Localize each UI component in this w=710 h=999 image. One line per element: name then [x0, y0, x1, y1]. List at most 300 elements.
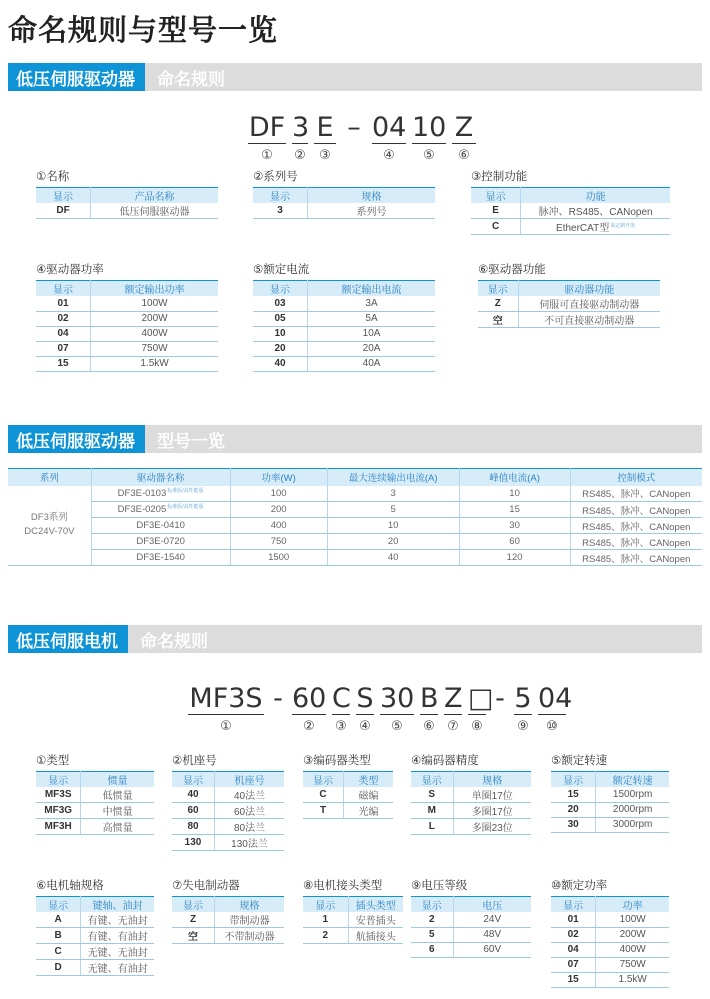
cell-text: 100W — [619, 913, 646, 925]
cell-text: 空 — [492, 316, 503, 327]
table-header: 产品名称 — [91, 188, 218, 204]
table-header: 显示 — [36, 897, 81, 913]
model-name-text: DF3E-0205 — [117, 504, 167, 516]
table-row — [551, 912, 669, 927]
table-header: 额定输出电流 — [308, 281, 435, 297]
model-name — [91, 518, 230, 534]
code-char: 10 — [412, 112, 447, 143]
code-segment — [377, 683, 417, 734]
cell-text: DF — [56, 205, 70, 216]
section-tail: 命名规则 — [157, 69, 225, 90]
model-power: 1500 — [230, 550, 327, 566]
cell-text: 03 — [274, 297, 286, 309]
table-header: 惯量 — [81, 772, 154, 788]
table-cell — [253, 356, 308, 371]
table-row — [551, 942, 669, 957]
table-header: 键轴、油封 — [81, 897, 154, 913]
cell-text: 20A — [362, 343, 381, 354]
code-char: 04 — [372, 112, 407, 143]
table-cell — [471, 203, 521, 219]
model-mode: RS485、脉冲、CANopen — [570, 518, 702, 534]
table-cell — [551, 942, 596, 957]
model-peak: 60 — [459, 534, 570, 550]
table-caption: ⑥驱动器功能 — [478, 262, 546, 276]
cell-text: 多圈23位 — [471, 823, 513, 834]
table-row — [36, 296, 218, 311]
cell-text: 3000rpm — [612, 819, 653, 830]
page-title: 命名规则与型号一览 — [8, 13, 279, 47]
code-index: ⑨ — [517, 718, 529, 733]
table-cell — [81, 944, 154, 960]
cell-text: 48V — [483, 929, 502, 940]
table-header: 类型 — [344, 772, 394, 788]
table-cell — [453, 927, 531, 942]
cell-text: 750W — [619, 959, 646, 970]
code-index: ① — [261, 147, 273, 162]
cell-text: 高惯量 — [102, 823, 133, 834]
cell-text: S — [428, 789, 436, 800]
model-peak: 30 — [459, 518, 570, 534]
cell-text: 04 — [57, 328, 69, 339]
table-cell — [551, 972, 596, 987]
code-index: ⑥ — [423, 718, 435, 733]
model-name — [91, 502, 230, 518]
table-cell — [471, 219, 521, 235]
cell-text: T — [319, 805, 327, 816]
table-motor-shaft — [36, 877, 154, 976]
table-header: 显示 — [36, 281, 91, 297]
table-cell — [551, 787, 596, 802]
cell-text: 10 — [274, 328, 286, 339]
code-segment — [409, 112, 449, 163]
table-motor-power — [551, 877, 669, 988]
table-cell — [36, 296, 91, 311]
code-segment — [339, 112, 369, 163]
table-cell — [411, 787, 453, 803]
table-cell — [411, 912, 453, 927]
code-char: DF — [248, 112, 286, 143]
section-tail: 命名规则 — [140, 631, 208, 652]
table-cell — [172, 912, 215, 928]
table-motor-type — [36, 752, 154, 835]
table-cell — [551, 817, 596, 832]
table-cell — [81, 960, 154, 976]
cell-text: 安普插头 — [355, 916, 396, 927]
code-segment — [329, 683, 353, 734]
table-cell — [596, 787, 669, 802]
table-motor-brake — [172, 877, 284, 944]
table-cell — [253, 296, 308, 311]
cell-text: MF3H — [44, 821, 72, 832]
cell-text: 02 — [57, 313, 69, 324]
table-row — [253, 203, 435, 219]
table-header: 电压 — [453, 897, 531, 913]
table-row — [253, 296, 435, 311]
model-current: 3 — [327, 486, 459, 502]
table-cell — [172, 787, 215, 803]
cell-text: 光编 — [358, 807, 379, 818]
cell-text: 3A — [365, 297, 378, 309]
table-cell — [253, 203, 308, 219]
section-lead: 低压伺服驱动器 — [8, 63, 145, 91]
cell-text: 伺服可直接驱动制动器 — [539, 300, 640, 311]
cell-text: C — [54, 946, 62, 957]
code-index: ④ — [383, 147, 395, 162]
table-cell — [411, 819, 453, 835]
table-cell — [81, 928, 154, 944]
table-row — [8, 518, 702, 534]
table-header: 机座号 — [215, 772, 284, 788]
model-peak: 10 — [459, 486, 570, 502]
table-caption: ⑦失电制动器 — [172, 878, 240, 892]
table-caption: ⑥电机轴规格 — [36, 878, 104, 892]
model-current: 20 — [327, 534, 459, 550]
cell-text: 01 — [57, 297, 69, 309]
table-cell — [411, 942, 453, 957]
cell-text: M — [427, 805, 436, 816]
cell-text: 20 — [274, 343, 286, 354]
table-row — [36, 944, 154, 960]
cell-text: 2 — [322, 930, 329, 941]
model-power: 750 — [230, 534, 327, 550]
model-name-text: DF3E-0410 — [136, 520, 185, 531]
cell-text: 1 — [322, 914, 329, 925]
cell-text: 不可直接驱动制动器 — [544, 316, 635, 327]
table-cell — [596, 972, 669, 987]
table-header: 额定输出功率 — [91, 281, 218, 297]
cell-text: 空 — [188, 932, 199, 943]
table-row — [411, 912, 531, 927]
table-cell — [551, 912, 596, 927]
table-cell — [453, 803, 531, 819]
cell-text: 5A — [365, 313, 378, 324]
table-row — [253, 356, 435, 371]
table-row — [411, 942, 531, 957]
cell-text: 无键、无油封 — [87, 948, 148, 959]
table-cell — [215, 835, 284, 851]
table-header: 显示 — [253, 281, 308, 297]
table-caption: ⑩额定功率 — [551, 878, 608, 892]
cell-text: 中惯量 — [102, 807, 133, 818]
cell-text: 130 — [184, 837, 202, 848]
model-current: 40 — [327, 550, 459, 566]
code-segment — [369, 112, 409, 163]
table-driver-control — [471, 168, 670, 235]
table-row — [36, 928, 154, 944]
table-cell — [36, 326, 91, 341]
section-tail: 型号一览 — [157, 431, 225, 452]
model-power: 100 — [230, 486, 327, 502]
table-driver-name — [36, 168, 218, 219]
table-motor-precision — [411, 752, 531, 835]
table-header: 显示 — [172, 772, 215, 788]
table-header: 插头类型 — [348, 897, 403, 913]
cell-text: 有键、有油封 — [87, 932, 148, 943]
table-cell — [36, 944, 81, 960]
table-caption: ⑤额定电流 — [253, 262, 310, 276]
model-name-text: DF3E-0720 — [136, 536, 185, 547]
table-cell — [36, 803, 81, 819]
table-cell — [348, 928, 403, 944]
table-cell — [36, 928, 81, 944]
code-segment — [267, 683, 289, 734]
table-motor-speed — [551, 752, 669, 833]
table-header: 功能 — [521, 188, 670, 204]
table-header: 显示 — [253, 188, 308, 204]
table-cell — [172, 803, 215, 819]
cell-text: 无键、有油封 — [87, 964, 148, 975]
cell-text: 80法兰 — [233, 823, 266, 834]
table-row — [172, 787, 284, 803]
table-row — [8, 550, 702, 566]
table-cell — [172, 928, 215, 944]
table-cell — [215, 819, 284, 835]
table-caption: ④编码器精度 — [411, 753, 479, 767]
table-caption: ④驱动器功率 — [36, 262, 104, 276]
code-char: 5 — [514, 683, 532, 714]
code-segment — [417, 683, 441, 734]
table-row — [172, 803, 284, 819]
table-header: 额定转速 — [596, 772, 669, 788]
code-segment — [441, 683, 465, 734]
table-cell — [551, 927, 596, 942]
code-char: 30 — [380, 683, 415, 714]
table-header: 功率 — [596, 897, 669, 913]
cell-note: 需定制开发 — [610, 222, 636, 229]
cell-text: 带制动器 — [229, 916, 270, 927]
table-cell — [518, 312, 660, 328]
table-row — [411, 787, 531, 803]
code-char: 60 — [292, 683, 327, 714]
cell-text: 6 — [428, 944, 435, 955]
table-row — [303, 928, 403, 944]
table-row — [551, 957, 669, 972]
table-row — [551, 802, 669, 817]
cell-text: D — [54, 962, 62, 973]
cell-text: 低惯量 — [102, 791, 133, 802]
table-motor-frame — [172, 752, 284, 851]
cell-text: 60V — [483, 944, 502, 955]
cell-text: 1.5kW — [140, 358, 169, 369]
model-note: 标准版/高性能版 — [167, 488, 204, 495]
cell-text: 15 — [57, 358, 69, 369]
table-header: 显示 — [551, 772, 596, 788]
table-cell — [518, 296, 660, 312]
table-header: 显示 — [471, 188, 521, 204]
cell-text: MF3S — [44, 789, 72, 800]
model-name-text: DF3E-1540 — [136, 552, 185, 563]
table-cell — [36, 311, 91, 326]
cell-text: EtherCAT型 — [556, 223, 610, 234]
cell-text: 07 — [57, 343, 69, 354]
driver-code-diagram — [245, 112, 479, 163]
code-segment — [489, 683, 511, 734]
code-index: ⑩ — [546, 718, 558, 733]
model-mode: RS485、脉冲、CANopen — [570, 550, 702, 566]
table-row — [478, 296, 660, 312]
table-row — [253, 326, 435, 341]
table-row — [411, 803, 531, 819]
cell-text: 磁编 — [358, 791, 379, 802]
model-name — [91, 486, 230, 502]
cell-text: 130法兰 — [231, 839, 268, 850]
table-header: 显示 — [411, 897, 453, 913]
code-index: ⑦ — [447, 718, 459, 733]
table-motor-encoder — [303, 752, 393, 819]
code-segment — [245, 112, 289, 163]
cell-text: 200W — [141, 313, 168, 324]
cell-text: 5 — [428, 929, 435, 940]
table-row — [36, 787, 154, 803]
table-row — [36, 203, 218, 219]
cell-text: 07 — [567, 959, 579, 970]
table-row — [551, 927, 669, 942]
code-char: E — [314, 112, 336, 144]
cell-text: 60法兰 — [233, 807, 266, 818]
table-cell — [91, 356, 218, 371]
table-cell — [596, 802, 669, 817]
table-cell — [303, 928, 348, 944]
table-cell — [303, 803, 344, 819]
cell-text: B — [54, 930, 62, 941]
model-power: 400 — [230, 518, 327, 534]
table-row — [36, 311, 218, 326]
table-row — [8, 502, 702, 518]
code-index: ⑥ — [458, 147, 470, 162]
cell-text: Z — [189, 914, 197, 925]
table-cell — [215, 787, 284, 803]
table-row — [36, 960, 154, 976]
section-driver-naming — [8, 63, 702, 91]
table-cell — [215, 912, 284, 928]
table-header: 规格 — [215, 897, 284, 913]
cell-text: 2 — [428, 913, 435, 925]
cell-text: 3 — [277, 205, 283, 216]
table-cell — [478, 296, 518, 312]
code-index: ⑤ — [423, 147, 435, 162]
cell-text: E — [492, 205, 499, 216]
section-motor-naming — [8, 625, 702, 653]
code-segment — [511, 683, 535, 734]
table-cell — [303, 787, 344, 803]
table-row — [36, 819, 154, 835]
table-header: 显示 — [172, 897, 215, 913]
table-row — [253, 341, 435, 356]
table-cell — [81, 803, 154, 819]
code-char: - — [273, 683, 283, 714]
list-header: 驱动器名称 — [91, 469, 230, 486]
code-segment — [465, 683, 494, 734]
table-cell — [308, 341, 435, 356]
code-segment — [289, 112, 311, 163]
table-row — [172, 912, 284, 928]
table-row — [411, 927, 531, 942]
table-cell — [172, 819, 215, 835]
table-driver-function — [478, 261, 660, 328]
cell-text: 15 — [567, 974, 579, 985]
model-name-text: DF3E-0103 — [117, 488, 167, 500]
series-name: DF3系列 — [30, 512, 68, 524]
cell-text: 400W — [141, 328, 168, 339]
list-header: 最大连续输出电流(A) — [327, 469, 459, 486]
table-cell — [453, 942, 531, 957]
code-index: ③ — [335, 718, 347, 733]
cell-text: 2000rpm — [612, 804, 653, 815]
cell-text: 系列号 — [356, 207, 387, 218]
table-header: 规格 — [453, 772, 531, 788]
code-segment — [311, 112, 339, 163]
code-index: ④ — [359, 718, 371, 733]
model-mode: RS485、脉冲、CANopen — [570, 486, 702, 502]
code-index: ⑧ — [471, 718, 483, 733]
cell-text: 100W — [141, 297, 168, 309]
cell-text: 40A — [362, 358, 381, 369]
cell-text: 30 — [567, 819, 579, 830]
model-power: 200 — [230, 502, 327, 518]
cell-text: MF3G — [44, 805, 73, 816]
table-cell — [596, 957, 669, 972]
table-cell — [253, 326, 308, 341]
cell-text: 有键、无油封 — [87, 916, 148, 927]
table-cell — [172, 835, 215, 851]
table-row — [471, 219, 670, 235]
table-row — [551, 972, 669, 987]
code-char: MF3S — [189, 683, 263, 714]
table-caption: ③编码器类型 — [303, 753, 371, 767]
table-cell — [551, 957, 596, 972]
model-mode: RS485、脉冲、CANopen — [570, 534, 702, 550]
table-row — [303, 803, 393, 819]
table-header: 驱动器功能 — [518, 281, 660, 297]
code-char: □ — [468, 683, 494, 714]
code-char: C — [332, 683, 351, 714]
table-cell — [36, 356, 91, 371]
cell-text: 04 — [567, 944, 579, 955]
code-char: Z — [452, 112, 476, 144]
table-caption: ⑤额定转速 — [551, 753, 608, 767]
cell-text: 低压伺服驱动器 — [119, 207, 190, 218]
cell-text: Z — [494, 298, 501, 309]
table-cell — [215, 803, 284, 819]
model-current: 5 — [327, 502, 459, 518]
code-index: ⑤ — [391, 718, 403, 733]
cell-text: 200W — [619, 929, 646, 940]
table-cell — [344, 803, 394, 819]
code-index: ② — [303, 718, 315, 733]
cell-text: 单圈17位 — [471, 791, 513, 802]
table-cell — [36, 203, 91, 219]
series-cell — [8, 486, 91, 566]
section-driver-list — [8, 425, 702, 453]
table-cell — [91, 341, 218, 356]
table-row — [303, 912, 403, 928]
cell-text: 60 — [187, 805, 199, 816]
table-cell — [453, 819, 531, 835]
table-row — [36, 341, 218, 356]
table-row — [471, 203, 670, 219]
table-cell — [253, 311, 308, 326]
table-cell — [411, 803, 453, 819]
table-cell — [36, 341, 91, 356]
code-char: 04 — [538, 683, 573, 714]
model-current: 10 — [327, 518, 459, 534]
driver-model-list — [8, 468, 702, 566]
table-caption: ②机座号 — [172, 753, 217, 767]
cell-text: 01 — [567, 913, 579, 925]
code-index: ③ — [319, 147, 331, 162]
table-cell — [36, 912, 81, 928]
cell-text: 80 — [187, 821, 199, 832]
